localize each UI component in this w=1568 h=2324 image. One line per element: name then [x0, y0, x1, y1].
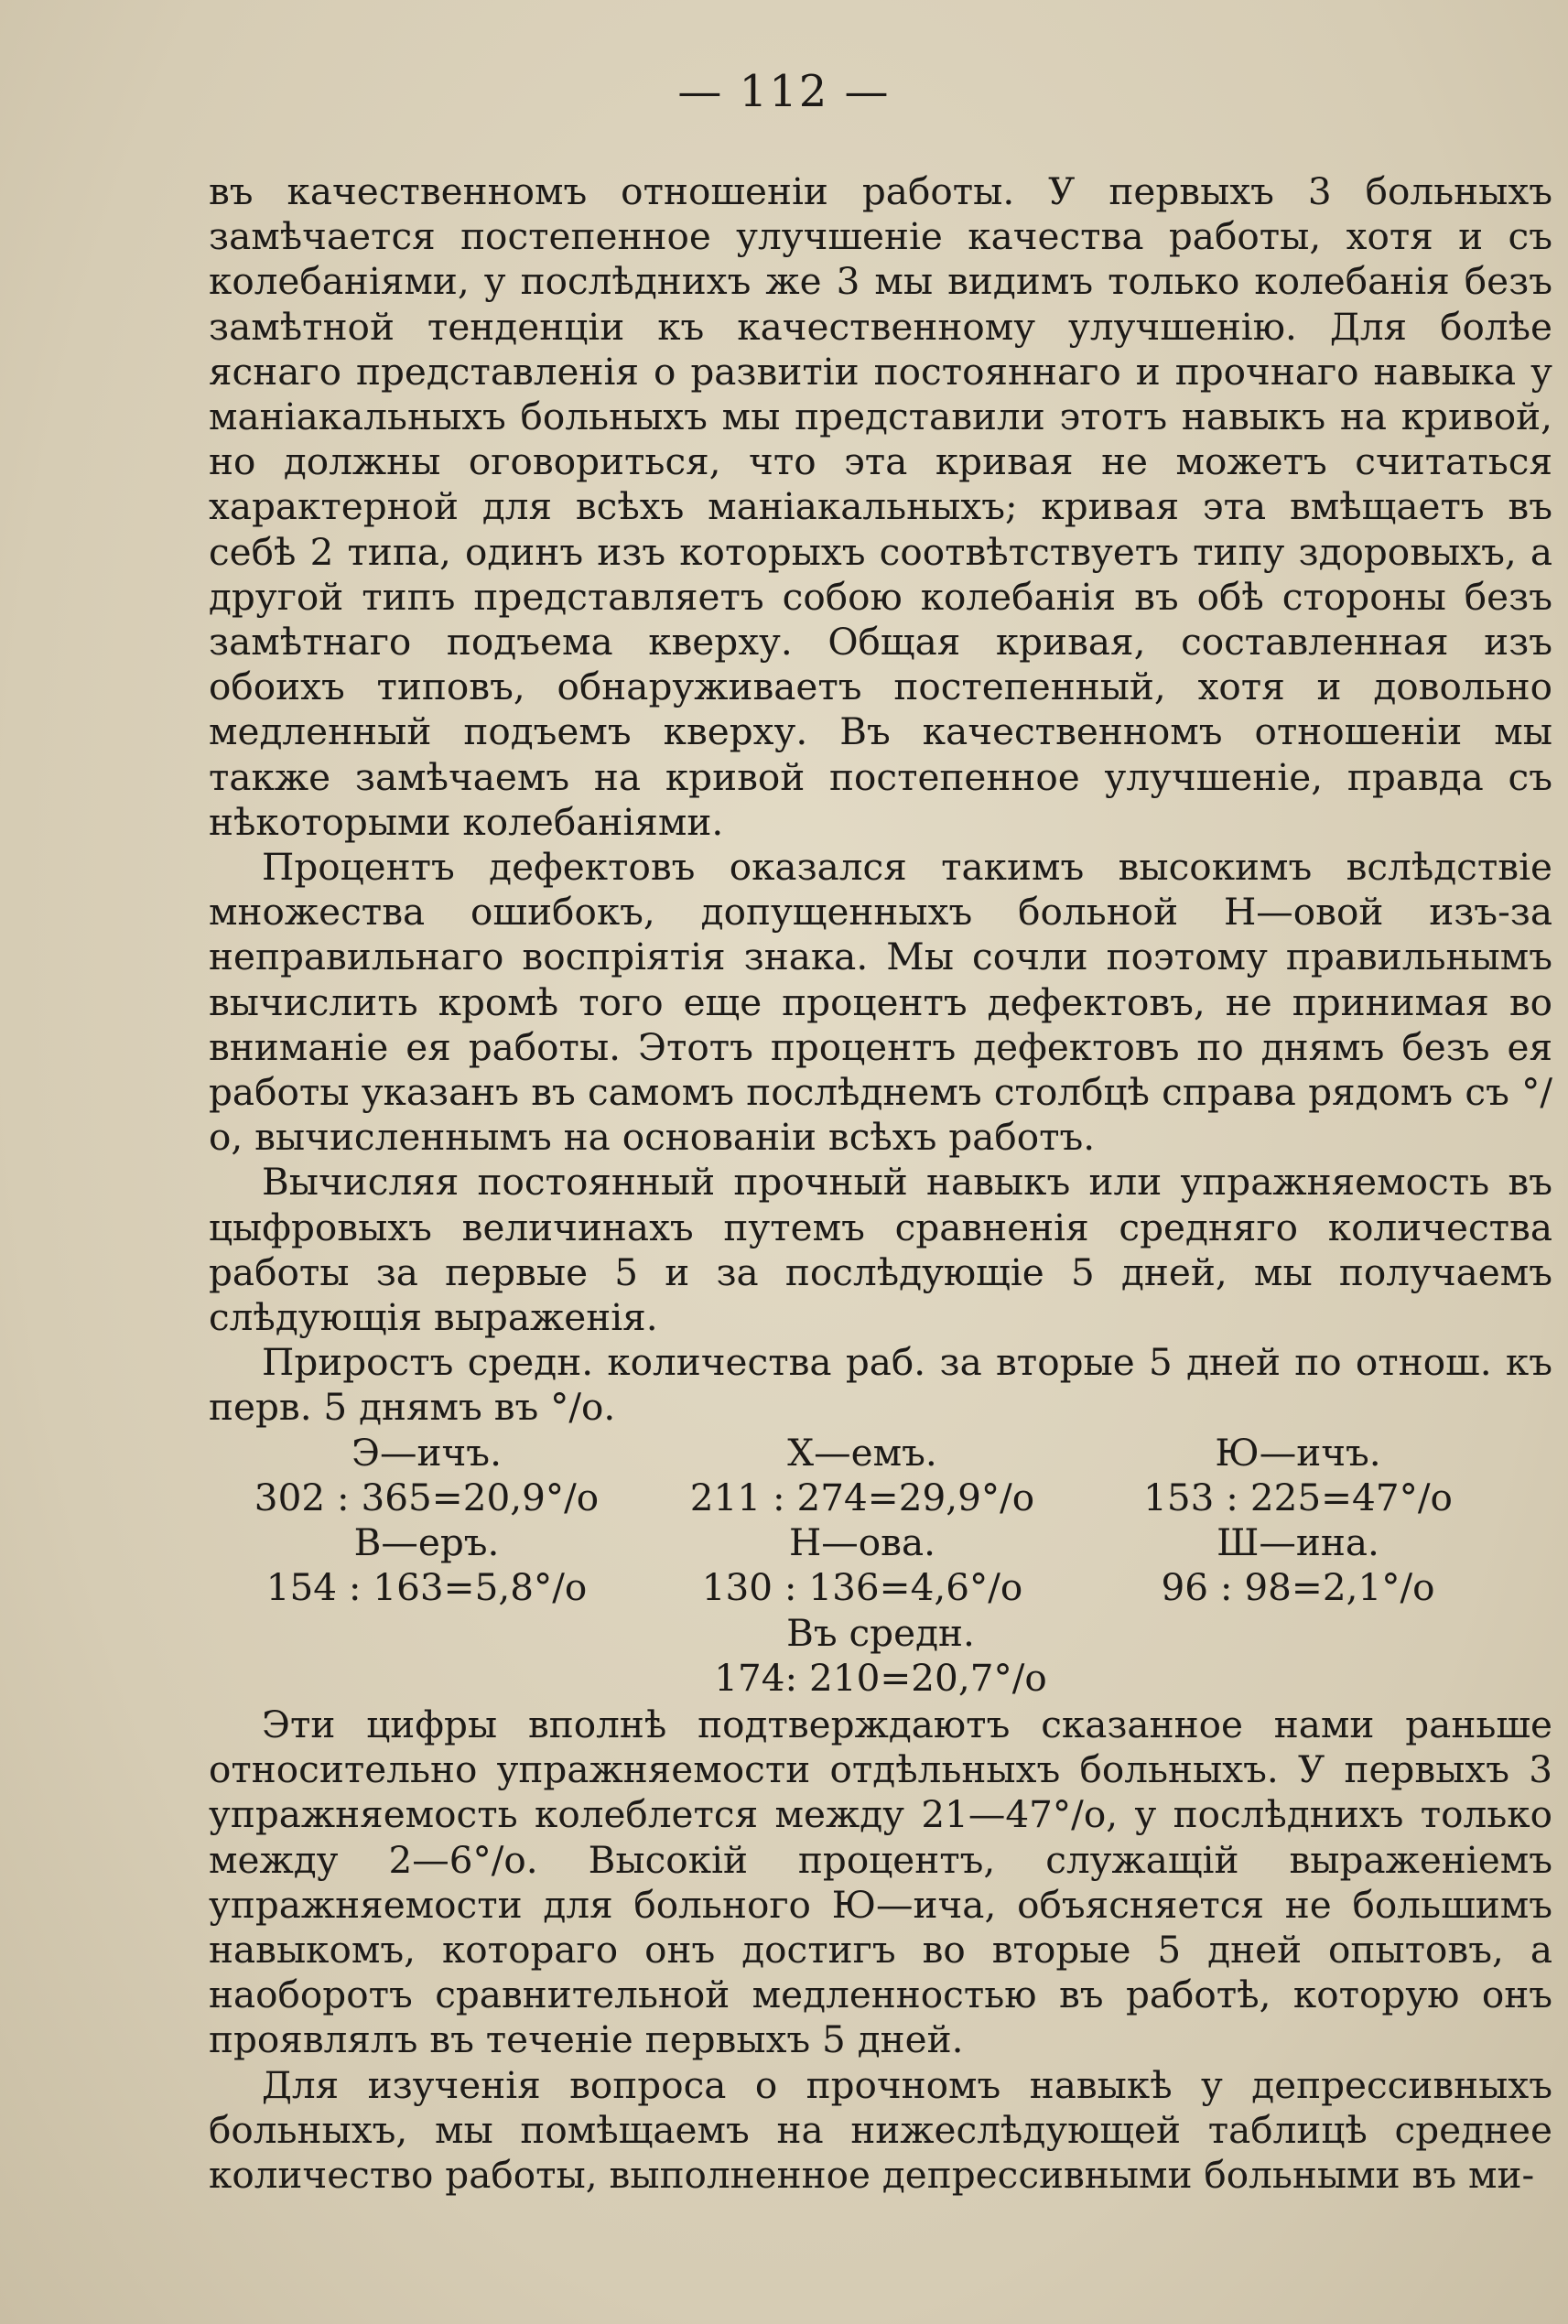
results-table: [209, 1431, 1552, 1611]
result-value: 302 : 365=20,9°/о: [254, 1475, 600, 1519]
result-name: Н—ова.: [788, 1520, 936, 1565]
result-value: 211 : 274=29,9°/о: [689, 1475, 1035, 1519]
average-label: Въ средн.: [786, 1610, 975, 1655]
paragraph-1: въ качественномъ отношеніи работы. У первыхъ 3 больныхъ замѣчается постепенное улучшеніе качества работы, хотя и съ колебаніями, у послѣднихъ же 3 мы видимъ только колебанія безъ замѣтной тенденціи къ качественному улучшенію. Для болѣе яснаго представленія о развитіи постояннаго и прочнаго навыка у маніакальныхъ больныхъ мы представили этотъ навыкъ на кривой, но должны оговориться, что эта кривая не можетъ считаться характерной для всѣхъ маніакальныхъ; кривая эта вмѣщаетъ въ себѣ 2 типа, одинъ изъ которыхъ соотвѣтствуетъ типу здоровыхъ, а другой типъ представляетъ собою колебанія въ обѣ стороны безъ замѣтнаго подъема кверху. Общая кривая, составленная изъ обоихъ типовъ, обнаруживаетъ постепенный, хотя и довольно медленный подъемъ кверху. Въ качественномъ отношеніи мы также замѣчаемъ на кривой постепенное улучшеніе, правда съ нѣкоторыми колебаніями.: [209, 169, 1552, 844]
result-value: 153 : 225=47°/о: [1143, 1475, 1453, 1519]
result-name: Ю—ичъ.: [1215, 1430, 1381, 1475]
result-value: 154 : 163=5,8°/о: [265, 1565, 588, 1610]
result-value: 130 : 136=4,6°/о: [701, 1565, 1023, 1610]
result-name: В—еръ.: [353, 1520, 500, 1565]
paragraph-6: Для изученія вопроса о прочномъ навыкѣ у депрессивныхъ больныхъ, мы помѣщаемъ на нижеслѣдующей таблицѣ среднее количество работы, выполненное депрессивными больными въ ми-: [209, 2062, 1552, 2197]
result-name: Э—ичъ.: [351, 1430, 502, 1475]
paragraph-4: Приростъ средн. количества раб. за вторые 5 дней по отнош. къ перв. 5 днямъ въ °/о.: [209, 1340, 1552, 1430]
page-number: — 112 —: [677, 66, 891, 117]
average-value: 174: 210=20,7°/о: [714, 1655, 1047, 1700]
result-name: Х—емъ.: [787, 1430, 937, 1475]
paragraph-2: Процентъ дефектовъ оказался такимъ высокимъ вслѣдствіе множества ошибокъ, допущенныхъ больной Н—овой изъ-за неправильнаго воспріятія знака. Мы сочли поэтому правильнымъ вычислить кромѣ того еще процентъ дефектовъ, не принимая во вниманіе ея работы. Этотъ процентъ дефектовъ по днямъ безъ ея работы указанъ въ самомъ послѣднемъ столбцѣ справа рядомъ съ °/о, вычисленнымъ на основаніи всѣхъ работъ.: [209, 845, 1552, 1160]
paragraph-5: Эти цифры вполнѣ подтверждаютъ сказанное нами раньше относительно упражняемости отдѣльныхъ больныхъ. У первыхъ 3 упражняемость колеблется между 21—47°/о, у послѣднихъ только между 2—6°/о. Высокій процентъ, служащій выраженіемъ упражняемости для больного Ю—ича, объясняется не большимъ навыкомъ, котораго онъ достигъ во вторые 5 дней опытовъ, а наоборотъ сравнительной медленностью въ работѣ, которую онъ проявлялъ въ теченіе первыхъ 5 дней.: [209, 1702, 1552, 2062]
result-value: 96 : 98=2,1°/о: [1161, 1565, 1435, 1610]
result-name: Ш—ина.: [1217, 1520, 1379, 1565]
body-text: [209, 169, 1552, 2198]
paragraph-3: Вычисляя постоянный прочный навыкъ или упражняемость въ цыфровыхъ величинахъ путемъ сравненія средняго количества работы за первые 5 и за послѣдующіе 5 дней, мы получаемъ слѣдующія выраженія.: [209, 1160, 1552, 1340]
